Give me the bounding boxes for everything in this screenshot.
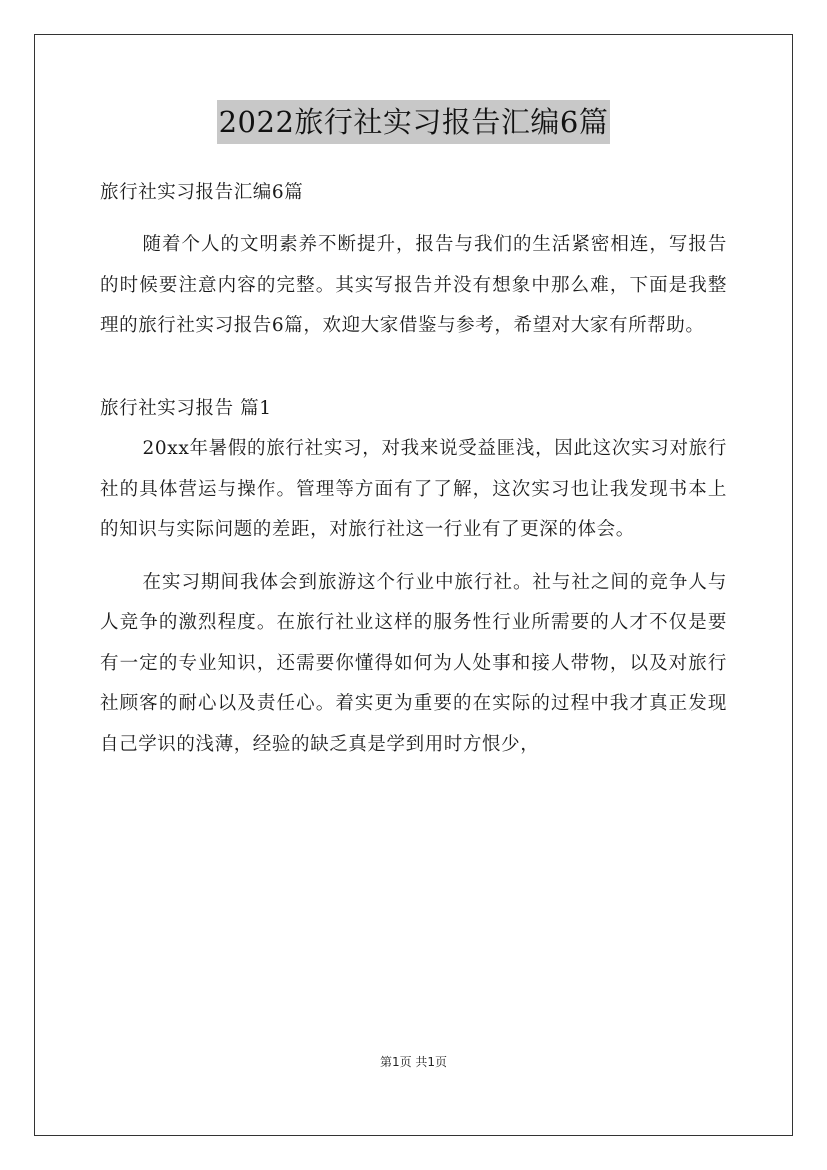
section-paragraph-2: 在实习期间我体会到旅游这个行业中旅行社。社与社之间的竞争人与人竞争的激烈程度。在旅行社业这样的服务性行业所需要的人才不仅是要有一定的专业知识，还需要你懂得如何为人处事和接人带物，以及对旅行社顾客的耐心以及责任心。着实更为重要的在实际的过程中我才真正发现自己学识的浅薄，经验的缺乏真是学到用时方恨少， (100, 571, 727, 755)
section-paragraph-1: 20xx年暑假的旅行社实习，对我来说受益匪浅，因此这次实习对旅行社的具体营运与操作。管理等方面有了了解，这次实习也让我发现书本上的知识与实际问题的差距，对旅行社这一行业有了更深的体会。 (100, 438, 727, 540)
title-container (0, 100, 827, 144)
page-footer: 第1页 共1页 (379, 1055, 448, 1069)
document-subtitle: 旅行社实习报告汇编6篇 (100, 182, 304, 203)
section-heading: 旅行社实习报告 篇1 (100, 397, 272, 419)
intro-paragraph: 随着个人的文明素养不断提升，报告与我们的生活紧密相连，写报告的时候要注意内容的完整。其实写报告并没有想象中那么难，下面是我整理的旅行社实习报告6篇，欢迎大家借鉴与参考，希望对大家有所帮助。 (100, 234, 727, 336)
document-title: 2022旅行社实习报告汇编6篇 (217, 100, 611, 144)
document-body (100, 173, 727, 765)
